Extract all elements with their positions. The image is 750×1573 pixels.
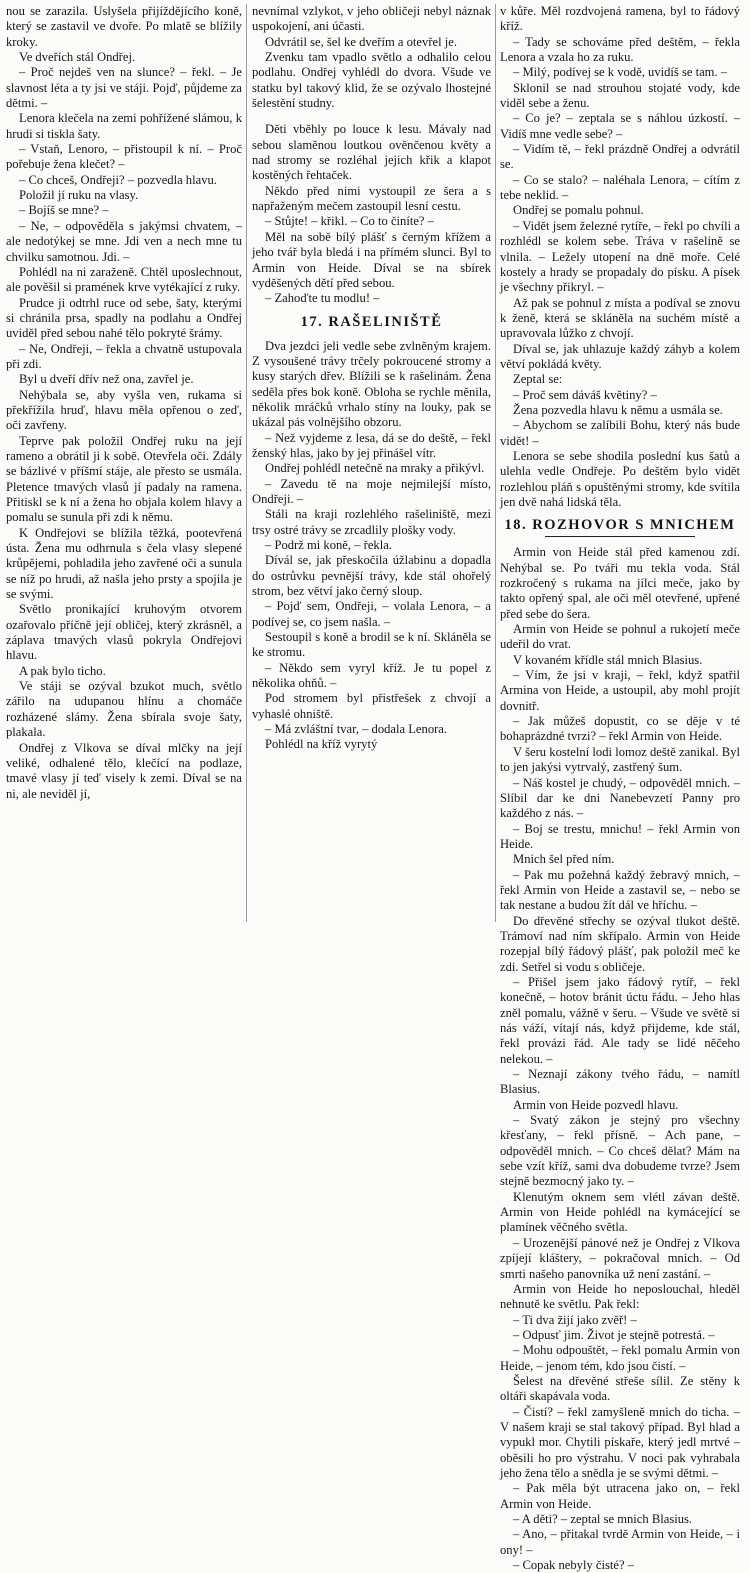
text-column-1 — [6, 4, 242, 926]
paragraph: – Ne, – odpověděla s jakýmsi chvatem, – ale nedotýkej se mne. Jdi ven a nech mne tu chvilku samotnou. Jdi. – — [6, 218, 242, 264]
paragraph: Někdo před nimi vystoupil ze šera a s napřaženým mečem zastoupil lesní cestu. — [252, 183, 491, 214]
paragraph: Stáli na kraji rozlehlého rašeliniště, mezi trsy ostré trávy se zrcadlily plošky vody. — [252, 507, 491, 537]
paragraph: – Tady se schováme před deštěm, – řekla Lenora a vzala ho za ruku. — [500, 34, 740, 65]
paragraph: – Pak měla být utracena jako on, – řekl Armin von Heide. — [500, 1481, 740, 1511]
paragraph: Ve dveřích stál Ondřej. — [19, 50, 136, 65]
paragraph: Ondřej z Vlkova se díval mlčky na její veliké, odhalené tělo, klečící na podlaze, tmavé vlasy jí teď visely k zemi. Díval se na ni, ale neviděl jí, — [6, 740, 242, 801]
paragraph: – Náš kostel je chudý, – odpověděl mnich. – Slíbil dar ke dni Nanebevzetí Panny pro každého z nás. – — [500, 775, 740, 821]
paragraph: – Proč sem dáváš květiny? – — [513, 387, 657, 402]
paragraph: – Bojíš se mne? – — [19, 203, 109, 218]
paragraph: – Zavedu tě na moje nejmilejší místo, Ondřeji. – — [252, 476, 491, 506]
paragraph: v kůře. Měl rozdvojená ramena, byl to řádový kříž. — [500, 4, 740, 34]
paragraph: – Boj se trestu, mnichu! – řekl Armin von Heide. — [500, 821, 740, 851]
paragraph: Děti vběhly po louce k lesu. Mávaly nad sebou slaměnou loutkou ověnčenou květy a nad stromy se rozléhal jejich křik a klapot kostěných řehtaček. — [252, 122, 491, 183]
paragraph: – Ne, Ondřeji, – řekla a chvatně ustupovala při zdi. — [6, 341, 242, 371]
paragraph: – Podrž mi koně, – řekla. — [265, 538, 392, 552]
paragraph: Položil jí ruku na vlasy. — [19, 188, 139, 203]
paragraph: Lenora klečela na zemi pohřížené slámou, k hrudi si tiskla šaty. — [6, 111, 242, 141]
column-divider — [246, 4, 247, 922]
text-column-3 — [500, 4, 740, 1573]
paragraph: – Svatý zákon je stejný pro všechny křesťany, – řekl přísně. – Ach pane, – odpověděl mnich. – Co chceš dělat? Mám na sebe vzít kříž, sami dva dobudeme tvrze? Jsem stejně bezmocný jako ty. – — [500, 1113, 740, 1189]
paragraph: Ondřej pohlédl netečně na mraky a přikývl. — [265, 461, 485, 476]
paragraph: – Ti dva žijí jako zvěř! – — [513, 1312, 637, 1327]
paragraph: – Urozenější pánové než je Ondřej z Vlkova zpíjejí kláštery, – pokračoval mnich. – Od smrti našeho panovníka už není zastání. – — [500, 1235, 740, 1281]
paragraph: Sklonil se nad strouhou stojaté vody, kde viděl sebe a ženu. — [500, 80, 740, 111]
paragraph: – Čistí? – řekl zamyšleně mnich do ticha. – V našem kraji se stal takový případ. Byl hlad a vypukl mor. Chytili pískaře, který jedl mrtvé – oběsili ho pro výstrahu. V noci pak vyhrabala jeho žena tělo a snědla je se svými dětmi. – — [500, 1404, 740, 1480]
paragraph: Klenutým oknem sem vlétl závan deště. Armin von Heide pohlédl na kymácející se plamínek věčného světla. — [500, 1189, 740, 1235]
paragraph: – Vstaň, Lenoro, – přistoupil k ní. – Proč pořebuje žena klečet? – — [6, 142, 242, 172]
paragraph: Do dřevěné střechy se ozýval tlukot deště. Trámoví nad ním skřípalo. Armin von Heide rozepjal bílý řádový plášť, pak položil meč ke zdi. Setřel si vodu s obličeje. — [500, 913, 740, 974]
paragraph: – Vím, že jsi v kraji, – řekl, když spatřil Armina von Heide, a ustoupil, aby mohl projít dovnitř. — [500, 668, 740, 713]
paragraph: – Stůjte! – křikl. – Co to činíte? – — [265, 214, 434, 229]
paragraph: – Vidím tě, – řekl prázdně Ondřej a odvrátil se. — [500, 142, 740, 172]
paragraph: – Vidět jsem železné rytíře, – řekl po chvíli a rozhlédl se kolem sebe. Tráva v rašelině se vlnila. – Ležely utopení na dně moře. Celé kostely a hrady se propadaly do písku. A písek je všechny přikryl. – — [500, 218, 740, 295]
paragraph: Světlo pronikající kruhovým otvorem ozařovalo příčně její obličej, který zkrásněl, a záplava tmavých vlasů pokryla Ondřejovi hlavu. — [6, 602, 242, 663]
paragraph: Pohlédl na ni zaraženě. Chtěl uposlechnout, ale pověšil si pramének krve vytékající z ruky. — [6, 264, 242, 295]
paragraph: – Co chceš, Ondřeji? – pozvedla hlavu. — [19, 172, 217, 187]
paragraph: – Neznají zákony tvého řádu, – namítl Blasius. — [500, 1067, 740, 1097]
paragraph: Pod stromem byl přistřešek z chvojí a vyhaslé ohniště. — [252, 691, 491, 721]
paragraph: Zvenku tam vpadlo světlo a odhalilo celou podlahu. Ondřej vyhlédl do dvora. Všude ve statku byl takový klid, že se ozývalo lhostejné šelestění studny. — [252, 50, 491, 111]
paragraph: – A děti? – zeptal se mnich Blasius. — [513, 1512, 693, 1526]
paragraph: nevnímal vzlykot, v jeho obličeji nebyl náznak uspokojení, ani účasti. — [252, 4, 491, 34]
paragraph: Armin von Heide se pohnul a rukojetí meče udeřil do vrat. — [500, 622, 740, 652]
paragraph-gap — [252, 111, 491, 122]
paragraph: Lenora se sebe shodila poslední kus šatů a ulehla vedle Ondřeje. Po deštěm bylo vidět rozlehlou pláň s opuštěnými stromy, kde svítila jen dvě nahá lidská těla. — [500, 448, 740, 509]
chapter-heading-text: 17. RAŠELINIŠTĚ — [300, 313, 443, 330]
column-divider — [495, 4, 496, 922]
paragraph: Ondřej se pomalu pohnul. — [513, 203, 644, 218]
paragraph: – Zahoďte tu modlu! – — [265, 291, 380, 306]
paragraph: V kovaném křídle stál mnich Blasius. — [513, 652, 703, 667]
paragraph: Prudce ji odtrhl ruce od sebe, šaty, kterými si chránila prsa, spadly na podlahu a Ondřej uviděl před sebou nahé tělo pokryté šrámy. — [6, 295, 242, 341]
paragraph: Šelest na dřevěné střeše sílil. Ze stěny k oltáři skapávala voda. — [500, 1373, 740, 1404]
paragraph: Armin von Heide ho neposlouchal, hleděl nehnutě ke světlu. Pak řekl: — [500, 1281, 740, 1312]
paragraph: – Má zvláštní tvar, – dodala Lenora. — [265, 722, 448, 737]
paragraph: Zeptal se: — [513, 372, 563, 387]
paragraph: Dva jezdci jeli vedle sebe zvlněným krajem. Z vysoušené trávy trčely pokroucené stromy a kusy starých dřev. Blížili se k rašelinám. Žena seděla přes bok koně. Obloha se rychle měnila, několik mráčků vrhalo stíny na louky, pak se ukázal pás volnějšího obzoru. — [252, 338, 491, 430]
paragraph: – Ano, – přitakal tvrdě Armin von Heide, – i ony! – — [500, 1527, 740, 1557]
chapter-heading — [252, 313, 491, 331]
paragraph: – Pak mu požehná každý žebravý mnich, – řekl Armin von Heide a zastavil se, – nebo se tak nestane a budou žít dál ve hříchu. – — [500, 867, 740, 913]
paragraph: – Než vyjdeme z lesa, dá se do deště, – řekl ženský hlas, jako by jej přinášel vítr. — [252, 430, 491, 460]
paragraph: Pohlédl na kříž vyrytý — [265, 737, 378, 752]
paragraph: – Copak nebyly čisté? – — [513, 1558, 635, 1573]
paragraph: V šeru kostelní lodi lomoz deště zanikal. Byl to jen jakýsi vytrvalý, zastřený šum. — [500, 744, 740, 775]
paragraph: Nehýbala se, aby vyšla ven, rukama si překřížila hruď, hlavu měla opřenou o zeď, oči zavřeny. — [6, 387, 242, 433]
paragraph: Měl na sobě bílý plášť s černým křížem a jeho tvář byla bledá i na přímém slunci. Byl to Armin von Heide. Díval se na sbírek vyděšených dětí před sebou. — [252, 229, 491, 290]
paragraph: Mnich šel před ním. — [513, 852, 615, 867]
paragraph: Dívál se, jak přeskočila úžlabinu a dopadla do ostrůvku pevnější trávy, kde stál ohořelý strom, bez větví jako černý sloup. — [252, 553, 491, 599]
chapter-heading — [500, 516, 740, 537]
paragraph: – Milý, podívej se k vodě, uvidíš se tam. – — [513, 65, 728, 80]
paragraph: nou se zarazila. Uslyšela přijíždějícího koně, který se zastavil ve dvoře. Po mlatě se blížily kroky. — [6, 4, 242, 49]
paragraph: – Jak můžeš dopustit, co se děje v té bohaprázdné tvrzi? – řekl Armin von Heide. — [500, 714, 740, 744]
paragraph: Teprve pak položil Ondřej ruku na její rameno a obrátil ji k sobě. Otevřela oči. Zdály se bázlivé v příšmí stáje, ale přesto se usmála. Pletence tmavých vlasů jí padaly na ramena. Přitiskl se k ní a žena ho objala kolem hlavy a pomalu se sunula při zdi k němu. — [6, 433, 242, 525]
paragraph: – Proč nejdeš ven na slunce? – řekl. – Je slavnost léta a ty jsi ve stáji. Pojď, půjdeme za dětmi. – — [6, 65, 242, 111]
paragraph: A pak bylo ticho. — [19, 663, 106, 678]
chapter-heading-text: 18. ROZHOVOR S MNICHEM — [504, 517, 736, 534]
paragraph: Ve stáji se ozýval bzukot much, světlo zářilo na udupanou hlínu a chomáče rozházené slámy. Žena sbírala svoje šaty, plakala. — [6, 679, 242, 740]
paragraph: K Ondřejovi se blížila těžká, pootevřená ústa. Žena mu odhrnula s čela vlasy slepené krůpějemi, pohladila jeho zavřené oči a sunula se níž po hrudi, až našla jeho prsty a spojila je se svými. — [6, 525, 242, 602]
heading-rule — [545, 536, 695, 537]
paragraph: Odvrátil se, šel ke dveřím a otevřel je. — [265, 34, 457, 49]
paragraph: Sestoupil s koně a brodil se k ní. Skláněla se ke stromu. — [252, 630, 491, 660]
paragraph: Armin von Heide stál před kamenou zdí. Nehýbal se. Po tváři mu tekla voda. Stál rozkročený s rukama na jílci meče, jako by takto opřený spal, ale oči měl otevřené, upřené před sebe do šera. — [500, 545, 740, 621]
paragraph: – Abychom se zalíbili Bohu, který nás bude vidět! – — [500, 418, 740, 448]
paragraph: – Mohu odpouštět, – řekl pomalu Armin von Heide, – jenom tém, kdo jsou čistí. – — [500, 1343, 740, 1373]
paragraph: Díval se, jak uhlazuje každý záhyb a kolem větví pokládá květy. — [500, 341, 740, 371]
paragraph: – Co se stalo? – naléhala Lenora, – cítím z tebe neklid. – — [500, 172, 740, 203]
paragraph: – Co je? – zeptala se s náhlou úzkostí. – Vidíš mne vedle sebe? – — [500, 111, 740, 141]
paragraph: – Přišel jsem jako řádový rytíř, – řekl konečně, – hotov bránit úctu řádu. – Jeho hlas zněl pomalu, vážně v šeru. – Všude ve světě si nás váží, vítají nás, když přijdeme, kde stál, řekl provázi řád. Ale tady se lidé něčeho nelekou. – — [500, 974, 740, 1066]
paragraph: Armin von Heide pozvedl hlavu. — [513, 1097, 679, 1112]
paragraph: – Odpusť jim. Život je stejně potrestá. – — [513, 1327, 715, 1342]
paragraph: – Pojď sem, Ondřeji, – volala Lenora, – a podívej se, co jsem našla. – — [252, 599, 491, 629]
text-column-2 — [252, 4, 491, 926]
paragraph: – Někdo sem vyryl kříž. Je tu popel z několika ohňů. – — [252, 660, 491, 691]
paragraph: Žena pozvedla hlavu k němu a usmála se. — [513, 402, 723, 417]
paragraph: Až pak se pohnul z místa a podíval se znovu k ženě, která se skláněla na suchém místě a upravovala lůžko z chvojí. — [500, 295, 740, 341]
paragraph: Byl u dveří dřív než ona, zavřel je. — [19, 372, 194, 387]
